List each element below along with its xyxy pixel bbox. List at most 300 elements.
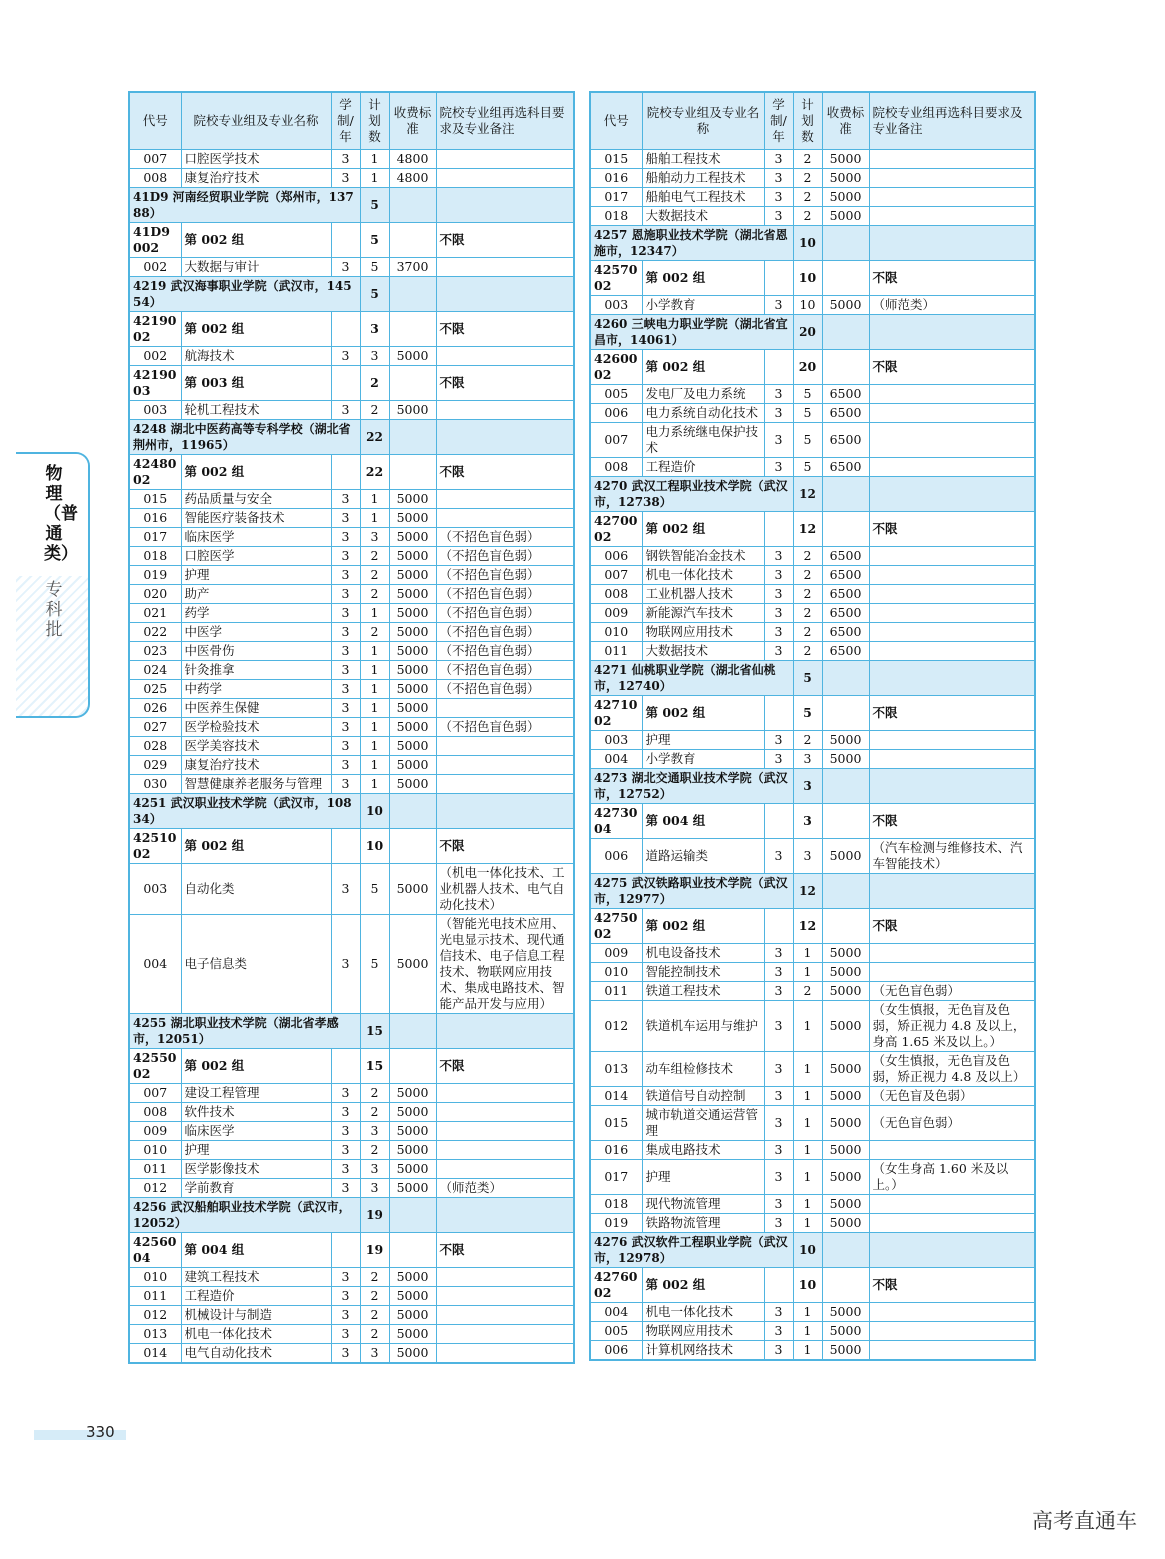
years: 3 (764, 385, 793, 404)
header-name: 院校专业组及专业名称 (181, 92, 331, 150)
major-code: 013 (590, 1052, 642, 1087)
fee-cell (389, 1233, 436, 1268)
major-code: 005 (590, 385, 642, 404)
fee-cell (822, 477, 869, 512)
major-code: 018 (590, 207, 642, 226)
major-code: 006 (590, 547, 642, 566)
major-row (129, 661, 574, 680)
years: 3 (331, 756, 360, 775)
major-row (590, 1303, 1035, 1322)
fee: 5000 (389, 1306, 436, 1325)
school-row (590, 874, 1035, 909)
fee-cell (822, 1268, 869, 1303)
major-name: 药品质量与安全 (181, 490, 331, 509)
years-cell (331, 1049, 360, 1084)
fee: 5000 (389, 623, 436, 642)
major-note (869, 1141, 1035, 1160)
header-note: 院校专业组再选科目要求及专业备注 (436, 92, 574, 150)
major-code: 002 (129, 258, 181, 277)
school-name: 41D9 河南经贸职业学院（郑州市，13788） (129, 188, 360, 223)
major-row (129, 775, 574, 794)
major-code: 009 (590, 604, 642, 623)
plan-count: 1 (793, 963, 822, 982)
major-row (590, 150, 1035, 169)
fee-cell (822, 226, 869, 261)
major-name: 大数据技术 (642, 642, 764, 661)
school-row (590, 315, 1035, 350)
major-code: 017 (590, 188, 642, 207)
major-name: 护理 (642, 1160, 764, 1195)
major-name: 铁道信号自动控制 (642, 1087, 764, 1106)
major-name: 船舶电气工程技术 (642, 188, 764, 207)
major-row (590, 296, 1035, 315)
plan-count: 2 (360, 566, 389, 585)
years: 3 (331, 150, 360, 169)
plan-count: 2 (793, 623, 822, 642)
years: 3 (331, 1160, 360, 1179)
years: 3 (331, 1268, 360, 1287)
school-name: 4255 湖北职业技术学院（湖北省孝感市，12051） (129, 1014, 360, 1049)
plan-count: 1 (360, 756, 389, 775)
major-note (436, 150, 574, 169)
years: 3 (331, 347, 360, 366)
fee-cell (389, 829, 436, 864)
plan-count: 1 (793, 1052, 822, 1087)
plan-count: 10 (360, 829, 389, 864)
years: 3 (331, 775, 360, 794)
major-note: （机电一体化技术、工业机器人技术、电气自动化技术） (436, 864, 574, 915)
major-row (129, 547, 574, 566)
plan-count: 5 (360, 188, 389, 223)
school-row (129, 188, 574, 223)
fee: 5000 (389, 864, 436, 915)
fee-cell (389, 420, 436, 455)
plan-count: 2 (360, 1084, 389, 1103)
years: 3 (764, 458, 793, 477)
plan-count: 22 (360, 455, 389, 490)
major-name: 大数据技术 (642, 207, 764, 226)
major-note (869, 963, 1035, 982)
major-row (129, 1325, 574, 1344)
major-row (129, 1141, 574, 1160)
plan-count: 15 (360, 1014, 389, 1049)
major-note (869, 385, 1035, 404)
plan-count: 5 (360, 915, 389, 1014)
school-row (590, 226, 1035, 261)
plan-count: 3 (793, 750, 822, 769)
plan-count: 22 (360, 420, 389, 455)
fee: 5000 (822, 731, 869, 750)
fee-cell (389, 366, 436, 401)
fee: 5000 (389, 1179, 436, 1198)
major-name: 中医养生保健 (181, 699, 331, 718)
major-name: 工业机器人技术 (642, 585, 764, 604)
fee: 5000 (389, 699, 436, 718)
years: 3 (764, 963, 793, 982)
plan-count: 5 (793, 696, 822, 731)
plan-count: 2 (360, 585, 389, 604)
major-note (436, 1122, 574, 1141)
major-row (129, 401, 574, 420)
major-row (590, 604, 1035, 623)
group-row (129, 312, 574, 347)
school-name: 4257 恩施职业技术学院（湖北省恩施市，12347） (590, 226, 793, 261)
plan-count: 20 (793, 315, 822, 350)
major-note (436, 699, 574, 718)
major-note (436, 1160, 574, 1179)
years-cell (331, 366, 360, 401)
major-note (436, 775, 574, 794)
major-name: 动车组检修技术 (642, 1052, 764, 1087)
years: 3 (764, 731, 793, 750)
major-note (869, 188, 1035, 207)
major-row (590, 944, 1035, 963)
years: 3 (331, 864, 360, 915)
major-name: 中医骨伤 (181, 642, 331, 661)
major-code: 013 (129, 1325, 181, 1344)
major-code: 019 (590, 1214, 642, 1233)
years: 3 (764, 1087, 793, 1106)
major-note: （智能光电技术应用、光电显示技术、现代通信技术、电子信息工程技术、物联网应用技术、集成电路技术、智能产品开发与应用） (436, 915, 574, 1014)
years: 3 (331, 1084, 360, 1103)
major-code: 022 (129, 623, 181, 642)
fee: 5000 (389, 1287, 436, 1306)
major-note (869, 731, 1035, 750)
fee: 5000 (389, 1122, 436, 1141)
school-row (590, 661, 1035, 696)
subject-requirement: 不限 (436, 312, 574, 347)
major-row (590, 1214, 1035, 1233)
school-row (129, 1014, 574, 1049)
years-cell (764, 350, 793, 385)
subject-requirement: 不限 (436, 829, 574, 864)
fee: 5000 (822, 963, 869, 982)
major-row (129, 150, 574, 169)
plan-count: 10 (793, 1268, 822, 1303)
plan-count: 1 (793, 1087, 822, 1106)
major-note (869, 169, 1035, 188)
group-name: 第 002 组 (181, 312, 331, 347)
major-note: （不招色盲色弱） (436, 604, 574, 623)
major-code: 017 (129, 528, 181, 547)
major-name: 轮机工程技术 (181, 401, 331, 420)
group-name: 第 002 组 (642, 350, 764, 385)
major-row (129, 347, 574, 366)
years-cell (764, 1268, 793, 1303)
major-row (590, 1322, 1035, 1341)
plan-count: 12 (793, 512, 822, 547)
fee-cell (389, 1049, 436, 1084)
plan-count: 3 (360, 347, 389, 366)
school-row (129, 420, 574, 455)
plan-count: 3 (793, 804, 822, 839)
header-fee: 收费标准 (389, 92, 436, 150)
years-cell (331, 223, 360, 258)
years: 3 (764, 1001, 793, 1052)
years: 3 (764, 839, 793, 874)
fee: 5000 (389, 347, 436, 366)
plan-count: 1 (360, 490, 389, 509)
major-note (869, 1341, 1035, 1361)
major-note: （无色盲色弱） (869, 982, 1035, 1001)
major-name: 机电一体化技术 (642, 1303, 764, 1322)
major-code: 006 (590, 1341, 642, 1361)
plan-count: 1 (793, 1322, 822, 1341)
years: 3 (764, 1195, 793, 1214)
header-fee: 收费标准 (822, 92, 869, 150)
major-note (436, 1325, 574, 1344)
major-note: （无色盲及色弱） (869, 1087, 1035, 1106)
fee-cell (389, 455, 436, 490)
years: 3 (764, 1141, 793, 1160)
years: 3 (764, 1341, 793, 1361)
fee: 6500 (822, 585, 869, 604)
note-cell (436, 420, 574, 455)
major-note (869, 458, 1035, 477)
major-row (590, 188, 1035, 207)
fee: 5000 (389, 1268, 436, 1287)
years: 3 (764, 188, 793, 207)
major-row (590, 169, 1035, 188)
fee: 5000 (822, 1052, 869, 1087)
group-name: 第 002 组 (642, 1268, 764, 1303)
plan-count: 5 (793, 458, 822, 477)
major-row (590, 731, 1035, 750)
group-code: 4248002 (129, 455, 181, 490)
major-row (129, 1160, 574, 1179)
major-name: 护理 (181, 566, 331, 585)
group-row (129, 1233, 574, 1268)
plan-count: 2 (793, 207, 822, 226)
years: 3 (764, 547, 793, 566)
major-name: 铁路物流管理 (642, 1214, 764, 1233)
fee: 5000 (389, 528, 436, 547)
major-code: 002 (129, 347, 181, 366)
plan-count: 12 (793, 909, 822, 944)
major-note: （不招色盲色弱） (436, 585, 574, 604)
major-note (436, 347, 574, 366)
school-name: 4273 湖北交通职业技术学院（武汉市，12752） (590, 769, 793, 804)
major-note: （不招色盲色弱） (436, 680, 574, 699)
major-code: 003 (129, 864, 181, 915)
plan-count: 2 (360, 547, 389, 566)
page-number: 330 (86, 1423, 115, 1441)
major-note: （汽车检测与维修技术、汽车智能技术） (869, 839, 1035, 874)
note-cell (869, 315, 1035, 350)
major-name: 建筑工程技术 (181, 1268, 331, 1287)
major-row (129, 258, 574, 277)
note-cell (869, 661, 1035, 696)
note-cell (436, 794, 574, 829)
group-code: 4255002 (129, 1049, 181, 1084)
plan-count: 3 (360, 1122, 389, 1141)
plan-count: 12 (793, 477, 822, 512)
major-code: 003 (590, 731, 642, 750)
major-note: （女生身高 1.60 米及以上。） (869, 1160, 1035, 1195)
plan-count: 20 (793, 350, 822, 385)
major-note (869, 944, 1035, 963)
major-note (436, 1344, 574, 1364)
major-name: 物联网应用技术 (642, 1322, 764, 1341)
major-name: 智能医疗装备技术 (181, 509, 331, 528)
major-name: 康复治疗技术 (181, 756, 331, 775)
major-note (436, 401, 574, 420)
major-code: 009 (129, 1122, 181, 1141)
major-code: 024 (129, 661, 181, 680)
major-code: 006 (590, 404, 642, 423)
fee: 6500 (822, 458, 869, 477)
header-years: 学制/年 (764, 92, 793, 150)
group-name: 第 002 组 (642, 261, 764, 296)
major-note (869, 547, 1035, 566)
major-code: 012 (129, 1306, 181, 1325)
group-code: 4260002 (590, 350, 642, 385)
years-cell (764, 804, 793, 839)
group-code: 4251002 (129, 829, 181, 864)
major-code: 012 (590, 1001, 642, 1052)
major-row (590, 458, 1035, 477)
group-code: 4219003 (129, 366, 181, 401)
fee: 5000 (389, 1084, 436, 1103)
plan-count: 2 (360, 1141, 389, 1160)
major-row (129, 566, 574, 585)
fee: 6500 (822, 566, 869, 585)
years: 3 (764, 982, 793, 1001)
plan-count: 3 (793, 769, 822, 804)
major-note: （不招色盲色弱） (436, 718, 574, 737)
school-name: 4275 武汉铁路职业技术学院（武汉市，12977） (590, 874, 793, 909)
fee: 5000 (389, 680, 436, 699)
years: 3 (331, 623, 360, 642)
years-cell (331, 1233, 360, 1268)
major-code: 010 (590, 623, 642, 642)
years-cell (331, 455, 360, 490)
major-code: 010 (129, 1141, 181, 1160)
fee-cell (822, 804, 869, 839)
major-row (590, 1160, 1035, 1195)
years: 3 (764, 604, 793, 623)
major-note: （不招色盲色弱） (436, 661, 574, 680)
plan-count: 1 (793, 1214, 822, 1233)
major-name: 船舶工程技术 (642, 150, 764, 169)
major-note: （不招色盲色弱） (436, 566, 574, 585)
fee-cell (822, 512, 869, 547)
major-name: 电气自动化技术 (181, 1344, 331, 1364)
major-code: 007 (590, 423, 642, 458)
major-note (436, 1103, 574, 1122)
plan-count: 2 (793, 731, 822, 750)
years: 3 (331, 509, 360, 528)
plan-count: 3 (793, 839, 822, 874)
table-header (129, 92, 574, 150)
major-name: 口腔医学技术 (181, 150, 331, 169)
major-name: 铁道工程技术 (642, 982, 764, 1001)
group-name: 第 004 组 (642, 804, 764, 839)
major-name: 中药学 (181, 680, 331, 699)
major-note: （无色盲色弱） (869, 1106, 1035, 1141)
major-name: 助产 (181, 585, 331, 604)
major-code: 014 (590, 1087, 642, 1106)
fee: 6500 (822, 423, 869, 458)
major-note (869, 604, 1035, 623)
group-row (590, 909, 1035, 944)
school-name: 4276 武汉软件工程职业学院（武汉市，12978） (590, 1233, 793, 1268)
major-code: 020 (129, 585, 181, 604)
major-code: 018 (129, 547, 181, 566)
major-code: 014 (129, 1344, 181, 1364)
major-code: 003 (129, 401, 181, 420)
header-note: 院校专业组再选科目要求及专业备注 (869, 92, 1035, 150)
plan-count: 19 (360, 1198, 389, 1233)
plan-count: 2 (793, 585, 822, 604)
major-code: 015 (129, 490, 181, 509)
plan-count: 1 (360, 509, 389, 528)
plan-count: 2 (360, 1268, 389, 1287)
major-note (436, 1084, 574, 1103)
fee: 5000 (822, 1214, 869, 1233)
major-note: （不招色盲色弱） (436, 642, 574, 661)
plan-count: 5 (793, 661, 822, 696)
school-row (129, 794, 574, 829)
major-name: 电力系统自动化技术 (642, 404, 764, 423)
years: 3 (764, 150, 793, 169)
plan-count: 2 (793, 150, 822, 169)
batch-label: 专科批 (45, 580, 63, 640)
major-note (869, 1303, 1035, 1322)
fee-cell (389, 794, 436, 829)
major-row (590, 963, 1035, 982)
fee: 5000 (822, 1087, 869, 1106)
years: 3 (331, 490, 360, 509)
subject-requirement: 不限 (869, 512, 1035, 547)
major-note (869, 207, 1035, 226)
watermark: 高考直通车 (1032, 1509, 1137, 1533)
major-name: 临床医学 (181, 528, 331, 547)
header-code: 代号 (590, 92, 642, 150)
group-code: 4271002 (590, 696, 642, 731)
subject-requirement: 不限 (436, 455, 574, 490)
major-note (869, 150, 1035, 169)
fee: 5000 (389, 642, 436, 661)
major-note (869, 623, 1035, 642)
major-note (436, 1306, 574, 1325)
major-code: 007 (590, 566, 642, 585)
major-note (869, 585, 1035, 604)
major-code: 007 (129, 1084, 181, 1103)
fee: 5000 (389, 509, 436, 528)
plan-count: 5 (793, 404, 822, 423)
group-row (590, 512, 1035, 547)
major-note (436, 169, 574, 188)
plan-count: 5 (360, 864, 389, 915)
major-name: 护理 (642, 731, 764, 750)
plan-count: 1 (360, 169, 389, 188)
fee-cell (822, 769, 869, 804)
header-code: 代号 (129, 92, 181, 150)
major-note: （师范类） (869, 296, 1035, 315)
plan-count: 2 (360, 1287, 389, 1306)
major-name: 自动化类 (181, 864, 331, 915)
fee: 6500 (822, 623, 869, 642)
years: 3 (331, 642, 360, 661)
years: 3 (331, 699, 360, 718)
plan-count: 1 (360, 775, 389, 794)
plan-count: 10 (793, 1233, 822, 1268)
major-row (590, 1052, 1035, 1087)
plan-count: 1 (360, 680, 389, 699)
years: 3 (764, 169, 793, 188)
fee: 5000 (822, 1001, 869, 1052)
